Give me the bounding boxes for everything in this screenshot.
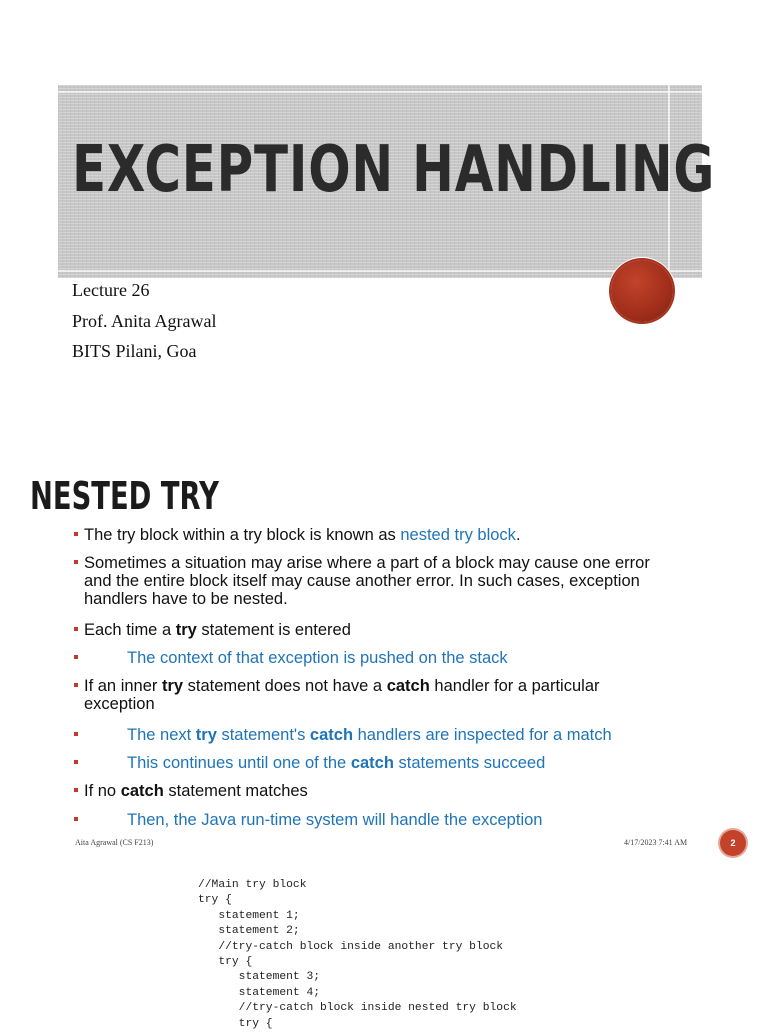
bullet-text: handler for a particular exception [84, 677, 600, 713]
keyword: catch [120, 782, 164, 800]
bullet-marker-icon [74, 655, 78, 659]
bullet-marker-icon [74, 683, 78, 687]
bullet-marker-icon [74, 732, 78, 736]
bullet-text: This continues until one of the [127, 754, 351, 772]
bullet-text: statement matches [163, 782, 308, 800]
bullet-marker-icon [74, 627, 78, 631]
keyword: catch [386, 677, 430, 695]
code-block [198, 878, 517, 1032]
bullet-text: . [515, 526, 521, 544]
keyword: catch [309, 726, 354, 744]
code-line: //try-catch block inside another try block [198, 940, 504, 953]
code-line: try { [198, 956, 253, 969]
professor-name: Prof. Anita Agrawal [72, 311, 217, 331]
sub-bullet-item [74, 649, 674, 667]
sub-bullet-item [74, 726, 674, 744]
keyword: try [161, 677, 184, 695]
bullet-marker-icon [74, 532, 78, 536]
highlighted-term: nested try block [400, 526, 516, 544]
bullet-text: The context of that exception is pushed on the stack [127, 649, 508, 667]
bullet-text: statement is entered [196, 621, 351, 639]
code-line: statement 2; [198, 925, 300, 938]
bullet-marker-icon [74, 560, 78, 564]
bullet-text: statements succeed [393, 754, 546, 772]
bullet-text: Sometimes a situation may arise where a part of a block may cause one error and the entire block itself may cause another error. In such cases, exception handlers have to be nested. [84, 554, 650, 608]
code-line: statement 3; [198, 971, 321, 984]
title-slide [0, 0, 768, 420]
bullet-marker-icon [74, 817, 78, 821]
code-slide [0, 868, 768, 1030]
keyword: catch [350, 754, 394, 772]
code-line: statement 4; [198, 986, 321, 999]
keyword: try [175, 621, 197, 639]
bullet-marker-icon [74, 760, 78, 764]
bullet-item [74, 677, 674, 713]
nested-try-slide [0, 462, 768, 862]
bullet-text: statement does not have a [183, 677, 387, 695]
decorative-circle-icon [608, 257, 676, 325]
keyword: try [195, 726, 217, 744]
bullet-text: The next [127, 726, 196, 744]
bullet-text: handlers are inspected for a match [353, 726, 612, 744]
sub-bullet-item [74, 754, 674, 772]
bullet-text: statement's [216, 726, 310, 744]
bullet-item [74, 526, 674, 544]
sub-bullet-item [74, 811, 674, 829]
page-number-badge: 2 [720, 830, 746, 856]
bullet-item [74, 782, 674, 800]
slide-heading: NESTED TRY [30, 474, 219, 518]
code-line: //Main try block [198, 879, 307, 891]
institute-name: BITS Pilani, Goa [72, 341, 197, 361]
bullet-text: If no [84, 782, 121, 800]
footer-author: Aita Agrawal (CS F213) [75, 838, 154, 847]
footer-date: 4/17/2023 7:41 AM [624, 838, 688, 847]
code-line: statement 1; [198, 909, 300, 922]
lecture-number: Lecture 26 [72, 280, 150, 300]
bullet-item [74, 554, 674, 608]
code-line: try { [198, 1017, 273, 1030]
bullet-text: Each time a [84, 621, 176, 639]
bullet-text: If an inner [84, 677, 162, 695]
bullet-item [74, 621, 674, 639]
bullet-text: Then, the Java run-time system will handle the exception [127, 811, 543, 829]
slide-title: EXCEPTION HANDLING [72, 133, 716, 207]
bullet-text: The try block within a try block is known as [84, 526, 401, 544]
code-line: //try-catch block inside nested try block [198, 1002, 517, 1015]
bullet-marker-icon [74, 788, 78, 792]
code-line: try { [198, 894, 232, 907]
